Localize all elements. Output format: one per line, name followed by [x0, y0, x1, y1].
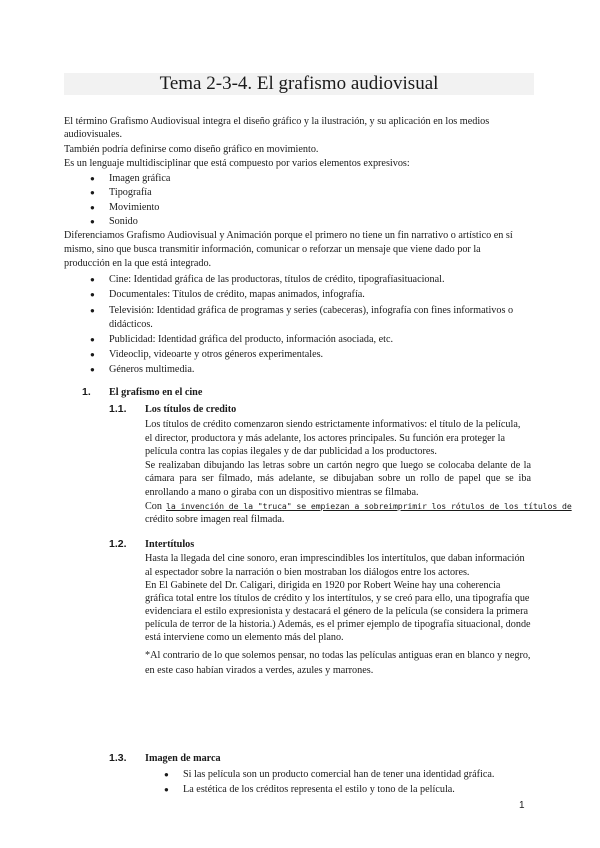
- element-item: Tipografía: [109, 187, 152, 198]
- body-line: Con: [145, 501, 162, 512]
- bullet-icon: ●: [90, 290, 95, 299]
- body-line: película de terror de la historia.) Además, es el primer ejemplo de tipografía situacional, donde: [145, 619, 531, 630]
- intro-line: audiovisuales.: [64, 129, 123, 140]
- subsection-number: 1.1.: [109, 403, 127, 415]
- bullet-icon: ●: [90, 217, 95, 226]
- body-line: cámara para ser filmado, más adelante, se dibujaban sobre un rollo de papel que se iba: [145, 473, 531, 484]
- subsection-heading: Imagen de marca: [145, 753, 221, 764]
- underlined-text: la invención de la "truca" se empiezan a sobreimprimir los rótulos de los títulos de: [166, 501, 572, 511]
- body-line: Se realizaban dibujando las letras sobre un cartón negro que luego se colocaba delante de la: [145, 460, 531, 471]
- body-line: película contra las copias ilegales y de dar publicidad a los productores.: [145, 446, 437, 457]
- intro-line: Diferenciamos Grafismo Audiovisual y Animación porque el primero no tiene un fin narrativo o artístico en sí: [64, 230, 513, 241]
- bullet-icon: ●: [90, 174, 95, 183]
- area-item: Publicidad: Identidad gráfica del producto, información asociada, etc.: [109, 334, 394, 345]
- area-item: Cine: Identidad gráfica de las productoras, títulos de crédito, tipografíasituacional.: [109, 274, 445, 285]
- section-number: 1.: [82, 386, 91, 398]
- bullet-icon: ●: [90, 275, 95, 284]
- body-line: al espectador sobre la narración o bien mostraban los diálogos entre los actores.: [145, 567, 470, 578]
- bullet-icon: ●: [164, 770, 169, 779]
- bullet-icon: ●: [90, 365, 95, 374]
- list-item: La estética de los créditos representa el estilo y tono de la película.: [183, 784, 455, 795]
- subsection-number: 1.2.: [109, 538, 127, 550]
- body-line: está interviene como un elemento más del plano.: [145, 632, 344, 643]
- bullet-icon: ●: [90, 350, 95, 359]
- subsection-heading: Los títulos de credito: [145, 404, 237, 415]
- intro-line: El término Grafismo Audiovisual integra el diseño gráfico y la ilustración, y su aplicación en los medios: [64, 116, 490, 127]
- note-line: *Al contrario de lo que solemos pensar, no todas las películas antiguas eran en blanco y negro,: [145, 650, 531, 661]
- subsection-number: 1.3.: [109, 752, 127, 764]
- body-line: crédito sobre imagen real filmada.: [145, 514, 285, 525]
- bullet-icon: ●: [90, 203, 95, 212]
- area-item: Videoclip, videoarte y otros géneros experimentales.: [109, 349, 324, 360]
- bullet-icon: ●: [90, 335, 95, 344]
- area-item: Documentales: Títulos de crédito, mapas animados, infografía.: [109, 289, 365, 300]
- body-line: enrollando a mano o giraba con un dispositivo mientras se filmaba.: [145, 487, 419, 498]
- bullet-icon: ●: [90, 188, 95, 197]
- page-number: 1: [519, 800, 525, 811]
- body-line: el director, productora y más adelante, los actores principales. Su función era proteger la: [145, 433, 505, 444]
- element-item: Imagen gráfica: [109, 173, 171, 184]
- bullet-icon: ●: [90, 306, 95, 315]
- intro-line: Es un lenguaje multidisciplinar que está compuesto por varios elementos expresivos:: [64, 158, 410, 169]
- body-line: Los títulos de crédito comenzaron siendo estrictamente informativos: el título de la película,: [145, 419, 521, 430]
- subsection-heading: Intertítulos: [145, 539, 195, 550]
- body-line: Hasta la llegada del cine sonoro, eran imprescindibles los intertítulos, que daban información: [145, 553, 525, 564]
- area-item: Televisión: Identidad gráfica de programas y series (cabeceras), infografía con fines informativos o: [109, 305, 514, 316]
- area-item: Géneros multimedia.: [109, 364, 195, 375]
- body-line: En El Gabinete del Dr. Caligari, dirigida en 1920 por Robert Weine hay una coherencia: [145, 580, 501, 591]
- body-line: evidenciara el estilo expresionista y destacará el género de la película (se considera la primera: [145, 606, 528, 617]
- note-line: en este caso habían virados a verdes, azules y marrones.: [145, 665, 374, 676]
- intro-line: También podría definirse como diseño gráfico en movimiento.: [64, 144, 319, 155]
- element-item: Sonido: [109, 216, 138, 227]
- section-heading: El grafismo en el cine: [109, 387, 203, 398]
- list-item: Si las película son un producto comercial han de tener una identidad gráfica.: [183, 769, 495, 780]
- element-item: Movimiento: [109, 202, 160, 213]
- body-line: gráfica total entre los títulos de crédito y los intertítulos, y se creó para ello, una tipografía que: [145, 593, 530, 604]
- intro-line: producción en la que está integrado.: [64, 258, 212, 269]
- page-title: Tema 2-3-4. El grafismo audiovisual: [159, 73, 439, 94]
- area-item-continued: didácticos.: [109, 319, 153, 330]
- intro-line: mismo, sino que busca transmitir información, comunicar o reforzar un mensaje que viene dado por la: [64, 244, 481, 255]
- bullet-icon: ●: [164, 785, 169, 794]
